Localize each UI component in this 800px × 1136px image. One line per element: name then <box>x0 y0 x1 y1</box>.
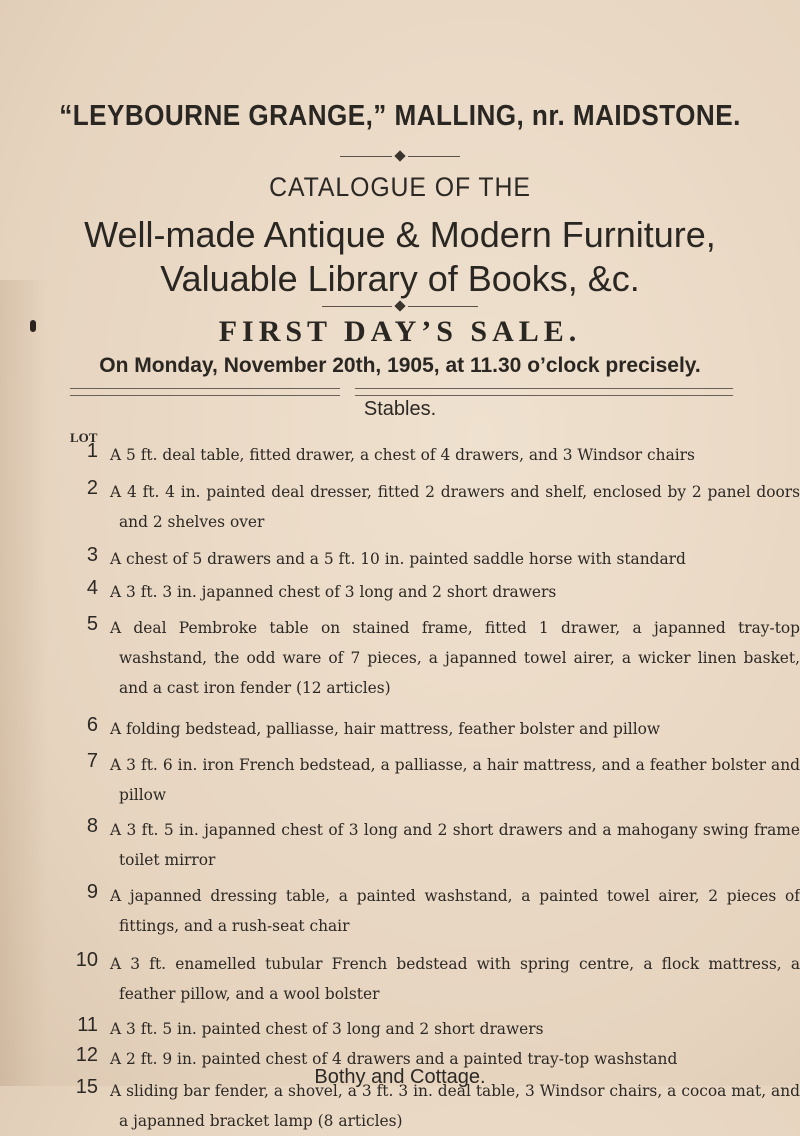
lot-description: A 4 ft. 4 in. painted deal dresser, fitted 2 drawers and shelf, enclosed by 2 panel doors and 2 shelves over <box>110 483 800 531</box>
lot-number: 4 <box>86 577 98 599</box>
double-rule-right <box>355 388 733 396</box>
lot-description: A folding bedstead, palliasse, hair mattress, feather bolster and pillow <box>110 720 661 738</box>
section-heading-stables: Stables. <box>363 398 437 420</box>
lot-description: A 2 ft. 9 in. painted chest of 4 drawers and a painted tray-top washstand <box>110 1050 678 1068</box>
lot-number: 3 <box>86 544 98 566</box>
lot-number: 5 <box>86 613 98 635</box>
lot-number: 1 <box>86 440 98 462</box>
lot-number: 15 <box>75 1076 98 1098</box>
lot-description: A 3 ft. 6 in. iron French bedstead, a palliasse, a hair mattress, and a feather bolster and pillow <box>110 756 800 804</box>
lot-description: A japanned dressing table, a painted washstand, a painted towel airer, 2 pieces of fittings, and a rush-seat chair <box>110 887 800 935</box>
lot-description: A sliding bar fender, a shovel, a 3 ft. 3 in. deal table, 3 Windsor chairs, a cocoa mat, and a japanned bracket lamp (8 articles) <box>110 1082 800 1130</box>
lot-number: 10 <box>75 949 98 971</box>
subtitle-furniture: Well-made Antique & Modern Furniture, <box>84 214 716 255</box>
lot-description: A 5 ft. deal table, fitted drawer, a chest of 4 drawers, and 3 Windsor chairs <box>110 446 695 464</box>
lot-column-label: LOT <box>70 430 98 445</box>
lot-description: A 3 ft. 5 in. painted chest of 3 long and 2 short drawers <box>110 1020 544 1038</box>
section-heading-bothy: Bothy and Cottage. <box>314 1066 486 1088</box>
catalogue-heading: CATALOGUE OF THE <box>269 172 531 202</box>
lot-description: A 3 ft. 3 in. japanned chest of 3 long and 2 short drawers <box>110 583 557 601</box>
lot-description: A chest of 5 drawers and a 5 ft. 10 in. painted saddle horse with standard <box>110 550 686 568</box>
sale-date-line: On Monday, November 20th, 1905, at 11.30 o’clock precisely. <box>99 354 701 377</box>
lot-description: A deal Pembroke table on stained frame, fitted 1 drawer, a japanned tray-top washstand, the odd ware of 7 pieces, a japanned towel airer, a wicker linen basket, and a cast iron fender (12 articles) <box>110 619 800 697</box>
lot-number: 11 <box>77 1014 98 1036</box>
lot-number: 2 <box>86 477 98 499</box>
ornament-rule-middle <box>0 300 800 314</box>
lot-number: 6 <box>86 714 98 736</box>
ornament-rule-top <box>0 150 800 164</box>
subtitle-library: Valuable Library of Books, &c. <box>160 258 640 299</box>
first-day-sale: FIRST DAY’S SALE. <box>218 315 582 348</box>
lot-description: A 3 ft. enamelled tubular French bedstead with spring centre, a flock mattress, a feather pillow, and a wool bolster <box>110 955 800 1003</box>
page-title: “LEYBOURNE GRANGE,” MALLING, nr. MAIDSTONE. <box>59 100 741 132</box>
lot-description: A 3 ft. 5 in. japanned chest of 3 long and 2 short drawers and a mahogany swing frame toilet mirror <box>110 821 800 869</box>
double-rule-left <box>70 388 340 396</box>
lot-number: 9 <box>86 881 98 903</box>
lot-number: 8 <box>86 815 98 837</box>
lot-number: 7 <box>86 750 98 772</box>
lot-number: 12 <box>75 1044 98 1066</box>
